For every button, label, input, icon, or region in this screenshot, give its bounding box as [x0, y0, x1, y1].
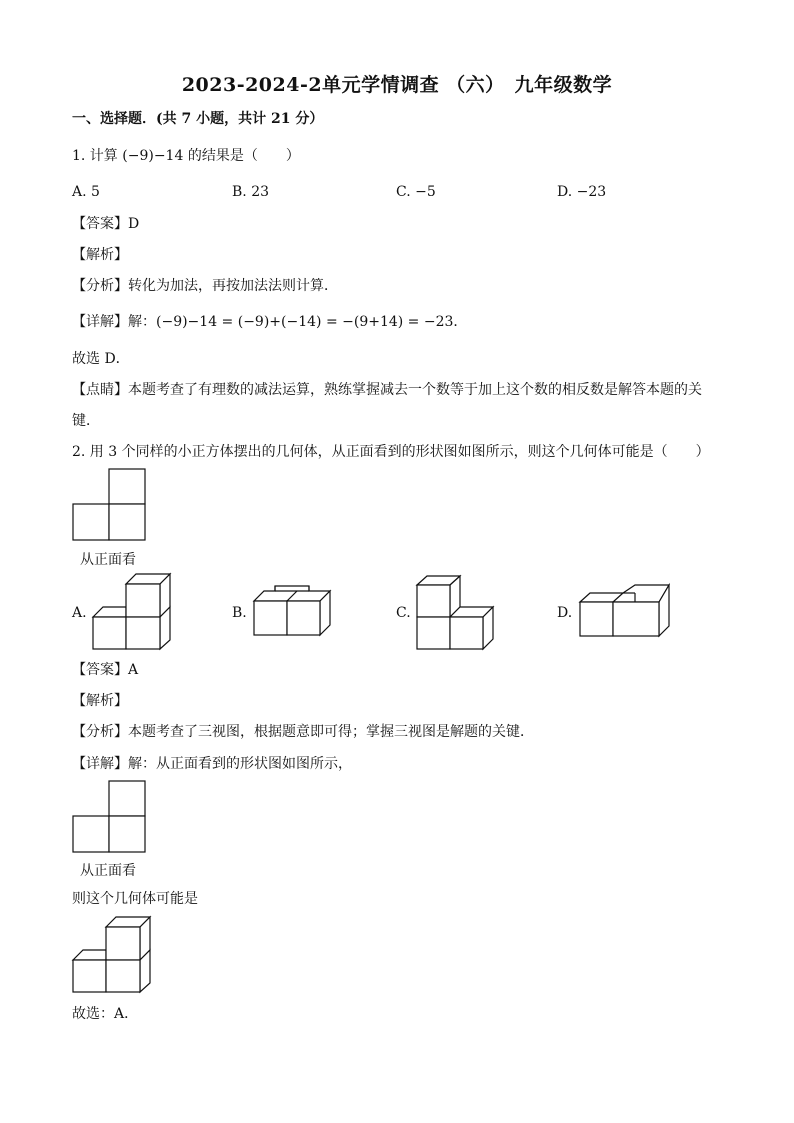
section-heading: 一、选择题．(共 7 小题，共计 21 分） [72, 111, 324, 127]
q1-stem: 1. 计算 (−9)−14 的结果是（ ） [72, 148, 300, 164]
q1-jiexi: 【解析】 [72, 247, 128, 263]
q2-stem: 2. 用 3 个同样的小正方体摆出的几何体，从正面看到的形状图如图所示，则这个几何体可能是（ ） [72, 444, 710, 460]
front-view-figure-solution [72, 780, 148, 854]
q2-analysis: 【分析】本题考查了三视图，根据题意即可得；掌握三视图是解题的关键． [72, 724, 534, 740]
option-c-cube-figure [416, 575, 496, 651]
q2-option-a-label: A. [72, 605, 87, 621]
q2-maybe-text: 则这个几何体可能是 [72, 891, 198, 907]
q1-comment-line2: 键． [72, 413, 100, 429]
q1-option-b: B. 23 [232, 184, 270, 200]
q1-option-c: C. −5 [396, 184, 436, 200]
q2-detail: 【详解】解：从正面看到的形状图如图所示， [72, 756, 352, 772]
front-view-figure [72, 468, 148, 542]
option-b-cube-figure [253, 585, 333, 639]
q2-answer: 【答案】A [72, 662, 139, 678]
q1-choose: 故选 D． [72, 351, 130, 367]
solution-cube-figure [72, 916, 154, 994]
q2-option-d-label: D. [557, 605, 573, 621]
q2-option-b-label: B. [232, 605, 247, 621]
front-view-caption-solution: 从正面看 [80, 863, 136, 879]
page-title: 2023-2024-2单元学情调查 （六） 九年级数学 [181, 74, 613, 96]
q1-option-d: D. −23 [557, 184, 607, 200]
q1-answer: 【答案】D [72, 216, 140, 232]
q1-analysis: 【分析】转化为加法，再按加法法则计算． [72, 278, 338, 294]
q2-choose: 故选：A． [72, 1006, 139, 1022]
q2-jiexi: 【解析】 [72, 693, 128, 709]
q1-detail: 【详解】解：(−9)−14 = (−9)+(−14) = −(9+14) = −23． [72, 314, 468, 330]
q2-option-c-label: C. [396, 605, 411, 621]
front-view-caption: 从正面看 [80, 552, 136, 568]
q1-comment-line1: 【点睛】本题考查了有理数的减法运算，熟练掌握减去一个数等于加上这个数的相反数是解答本题的关 [72, 382, 702, 398]
option-a-cube-figure [92, 573, 174, 651]
option-d-cube-figure [579, 584, 673, 640]
q1-option-a: A. 5 [72, 184, 100, 200]
